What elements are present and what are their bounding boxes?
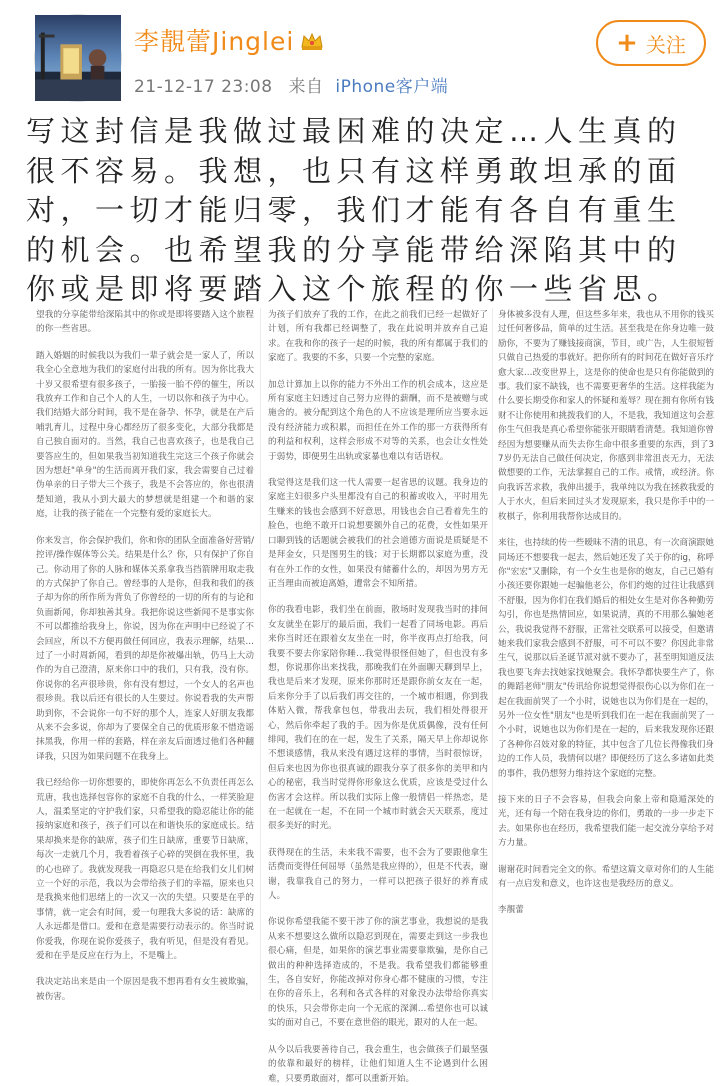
avatar-photo (35, 15, 121, 101)
letter-paragraph: 身体被多没有人理，但这些多年来，我也从不用你的钱买过任何奢侈品，简单的过生活。甚至我是在你身边唯一鼓励你，不要为了赚钱接商演，节目，或广告，人生很短暂只做自己热爱的事就好。把你所有的时间花在做好音乐疗愈大家…改变世界上，这是你的使命也是只有你能做到的事。我们家不缺钱，也不需要更奢华的生活。这样我能为什么要长期受你和家人的怀疑和羞辱？现在拥有你所有钱财不让你使用和挑拨我们的人，不是我，我知道这句会惹你生气但我是真心希望你能张开眼睛看清楚。我知道你曾经因为想要赚从而失去你生命中很多重要的东西，到了37岁仍无法自己做任何决定，你感到非常沮丧无力，无法做想要的工作，无法掌握自己的工作。戒情，或经济。你向我诉苦求救，我伸出援手，我单纯以为我在拯救我爱的人于水火，但后来回过头才发现原来，我只是你手中的一枚棋子，你利用我帮你达成目的。 (498, 310, 714, 522)
follow-label: 关注 (645, 32, 686, 57)
avatar[interactable] (34, 14, 122, 102)
letter-column-3 (498, 308, 714, 1000)
letter-paragraph: 从今以后我要善待自己，我会重生，也会做孩子们最坚强的依靠和最好的榜样，让他们知道人生不论遇到什么困难，只要勇敢面对，都可以重新开始。 (268, 1044, 488, 1084)
username[interactable] (134, 22, 324, 58)
letter-paragraph: 你说你希望我能不要干涉了你的演艺事业，我想说的是我从来不想要这么做所以隐忍到现在，需要走到这一步我也很心痛，但是，如果你的演艺事业需要靠欺骗，是你自己做出的种种选择造成的，不是我。我希望我们都能够重生，各自安好，你能改掉对你身心都不健康的习惯，专注在你的音乐上，名利和各式各样的对象没办法带给你真实的快乐，只会带你走向一个无底的深渊…希望你也可以诚实的面对自己，不要在意世俗的眼光，跟对的人在一起。 (268, 917, 488, 1029)
letter-signature: 李靚蕾 (498, 905, 524, 916)
letter-paragraph: 望我的分享能带给深陷其中的你或是即将要踏入这个旅程的你一些省思。 (36, 310, 254, 335)
letter-paragraph: 来往，也持续的传一些暧昧不清的讯息，有一次商演跟她同场还不想要我一起去，然后她还发了关于你的ig，称呼你"宏宏"又删除，有一个女生也是你的炮友，自己已婚有小孩还要你跟她一起骗他老公，你们约炮的过往让我感到不舒服，因为你们在我们婚后的相处女生是对你各种勤劳勾引，你也是热情回应，如果说清，真的不用那么骗她老公，我说我觉得不舒服，正常社交联系可以接受，但邀请她来我们家我会感到不舒服，可不可以不要？你因此非常生气，说那以后圣诞节派对就不要办了，甚至明知道反法我也要飞奔去找她家找她聚会。我怀孕都快要生产了，你的舞蹈老师"朋友"传讯给你说想觉得很伤心以为你们在一起在我面前哭了一个小时，说她也以为你们是在一起的，另外一位女性"朋友"也是听到我们在一起在我面前哭了一个小时，说她也以为你们是在一起的，后来我发现你还跟了各种你召妓对象的特征，其中包含了几位长得像我们身边的工作人员，我情何以堪？即便经历了这么多诸如此类的事件，我仍想努力维持这个家庭的完整。 (498, 538, 714, 779)
letter-paragraph: 为孩子们放弃了我的工作，在此之前我们已经一起做好了计划，所有我都已经调整了，我在此说明并放弃自己追求。在我和你的孩子一起的时候，我的所有都属于我们的家庭了。我要的不多，只要一个完整的家庭。 (268, 310, 488, 364)
column-divider (260, 308, 261, 1000)
letter-paragraph: 获得现在的生活，未来我不需要，也不会为了要跟他拿生活费而变得任何屈辱（虽然是我应得的），但是不代表，谢谢，我靠我自己的努力，一样可以把孩子很好的养育成人。 (268, 847, 488, 902)
letter-paragraph: 我觉得这是我们这一代人需要一起省思的议题。我身边的家庭主妇很多户头里都没有自己的积蓄或收入，平时用先生赚来的钱也会感到不好意思，用钱也会自己看着先生的脸色，也绝不敢开口说想要额外自己的花费，女性如果开口聊到钱的话题就会被我们的社会道德方面说是质疑是不是拜金女，只是图男生的钱；对于长期都以家庭为重，没有在外工作的女性，如果没有储蓄什么的，却因为男方无正当理由而被迫离婚，遭常会不知所措。 (268, 478, 488, 589)
from-label: 来自 (288, 77, 324, 97)
column-divider (492, 308, 493, 1000)
letter-paragraph: 我已经给你一切你想要的，即使你再怎么不负责任再怎么荒唐，我也选择包容你的家庭不自我的什么，一样笑脸迎人，温柔坚定的守护我们家，只希望我的隐忍能让你的能接纳家庭和孩子，孩子们可以在和谐快乐的家庭成长。结果却换来是你的缺席，孩子们生日缺席，重要节日缺席，每次一走就几个月，我看着孩子心碎的哭倒在我怀里，我的心也碎了。我就发现我一再隐忍只是在给我们女儿们树立一个好的示范，我以为会带给孩子们的幸福，原来也只是我换来他们思绪上的一次又一次的失望。只要是在乎的事情，就一定会有时间，爱一句理我大多说的话：缺席的人永远都是借口。爱和在意是需要行动表示的。你当时说你爱我，你现在说你爱孩子，我有听见，但是没有看见。爱和在乎是反应在行为上，不是嘴上。 (36, 778, 254, 962)
timestamp: 21-12-17 23:08 (134, 77, 273, 97)
letter-paragraph: 踏入婚姻的时候我以为我们一辈子就会是一家人了，所以我全心全意地为我们的家庭付出我的所有。因为你比我大十岁又很希望有很多孩子，一胎接一胎不停的催生，所以我放弃工作和自己个人的人生，一切以你和孩子为中心。我们结婚大部分时间，我不是在备孕、怀孕，就是在产后哺乳育儿，过程中身心都经历了很多变化，大部分我都是自己独自面对的。当然，我自己也喜欢孩子，也是我自己要答应生的，但如果我当初知道我生完这三个孩子你就会因为想赶"单身"的生活而离开我们家，我会需要自己过着伪单亲的日子带大三个孩子，我是不会答应的，你也很清楚知道，我从小到大最大的梦想就是组建一个和谐的家庭，让我的孩子能在一个完整有爱的家庭长大。 (36, 350, 254, 520)
letter-paragraph: 加总计算加上以你的能力不外出工作的机会成本，这应是所有家庭主妇透过自己努力应得的薪酬，而不是被赠与或施舍的。被分配到这个角色的人不应该是理所应当要永远没有经济能力或积累，而担任在外工作的那一方获得所有的利益和权利，这样会形成不对等的关系，也会让女性处于弱势，即便男生出轨或家暴也难以有话语权。 (268, 379, 488, 462)
letter-column-1 (36, 308, 254, 1000)
letter-paragraph: 你的我看电影，我们坐在前面，散场时发现我当时的排间女友就坐在影厅的最后面，我们一起看了同场电影。再后来你当时还在跟着女友坐在一时，你半夜再点打给我，问我要不要去你家陪你睡…我觉得很怪但她了，但也没有多想，你说那你出来找我，那晚我们在外面聊天聊到早上，我也是后来才发现，原来你那时还是跟你前女友在一起，后来你分手了以后我们再交往的，一个城市相遇，你到我体贴入微，帮我拿包包，带我出去玩，我们相处得很开心，然后你牵起了我的手。因为你是优质偶像，没有任何绯闻，我们在的在一起，发生了关系，隔天早上你却说你不想谈感情，我从来没有遇过这样的事情，当时很惊讶，但后来也因为你也很真诚的跟我分享了很多你的美甲和内心的秘密，我当时觉得你形象这么优质，应该是受过什么伤害才会这样。所以我们实际上像一般情侣一样热恋，是在一起就在一起，不在同一个城市时就会天天联系，度过很多美好的时光。 (268, 605, 488, 832)
letter-paragraph: 我决定站出来是由一个原因是我不想再看有女生被欺骗，被伤害。 (36, 977, 254, 1002)
crown-badge-icon (300, 31, 324, 51)
source-client-link[interactable]: iPhone客户端 (335, 77, 449, 97)
follow-button[interactable] (596, 20, 706, 66)
username-text[interactable]: 李靚蕾Jinglei (134, 27, 295, 56)
post-header (0, 0, 728, 110)
letter-column-2 (268, 308, 488, 1084)
letter-paragraph: 谢谢花时间看完全文的你。希望这篇文章对你们的人生能有一点启发和意义，也许这也是我经历的意义。 (498, 864, 714, 890)
post-body: 写这封信是我做过最困难的决定…人生真的很不容易。我想，也只有这样勇敢坦承的面对，一切才能归零，我们才能有各自有重生的机会。也希望我的分享能带给深陷其中的你或是即将要踏入这个旅程的你一些省思。 (26, 114, 682, 306)
post-meta (134, 72, 448, 97)
letter-paragraph: 接下来的日子不会容易，但我会向象上帝和隐遁深处的光，还有每一个陪在我身边的你们，勇敢的一步一步走下去。如果你也在经历，我希望我们能一起交流分享给予对方力量。 (498, 795, 714, 849)
letter-image[interactable] (10, 308, 718, 1084)
plus-icon: + (616, 28, 638, 58)
letter-paragraph: 你来发言，你会保护我们，你和你的团队全面准备好营销/控评/操作媒体等公关。结果是什么？你，只有保护了你自己。你动用了你的人脉和媒体关系拿我当挡箭牌用取走我的方式保护了你自己。曾经事的人是你，但我和我们的孩子却为你的所作所为背负了你曾经的一切的所有的与论和负面新闻，你却独善其身。我把你说这些新闻不是事实你不可以都推给我身上，你说，因为你在声明中已经说了不会回应，所以不方便再做任何回应，我表示理解，结果…过了一小时周新闻，看到的却是你被爆出轨，仍马上大动作的为自己澄清，原来你口中的我们，只有我，没有你。你说你的名声很珍贵，你有没有想过，一个女人的名声也很珍贵。我以后还有很长的人生要过。你说看我的失声帮助到你，不会说你一句不好的那个人，连家人好朋友我都从来不会多说，你却为了要保全自己的优质形象不惜造谣抹黑我，你用一样的套路，样在亲友后面透过他们各种翻译我，只因为如果问题不在我身上。 (36, 535, 254, 762)
